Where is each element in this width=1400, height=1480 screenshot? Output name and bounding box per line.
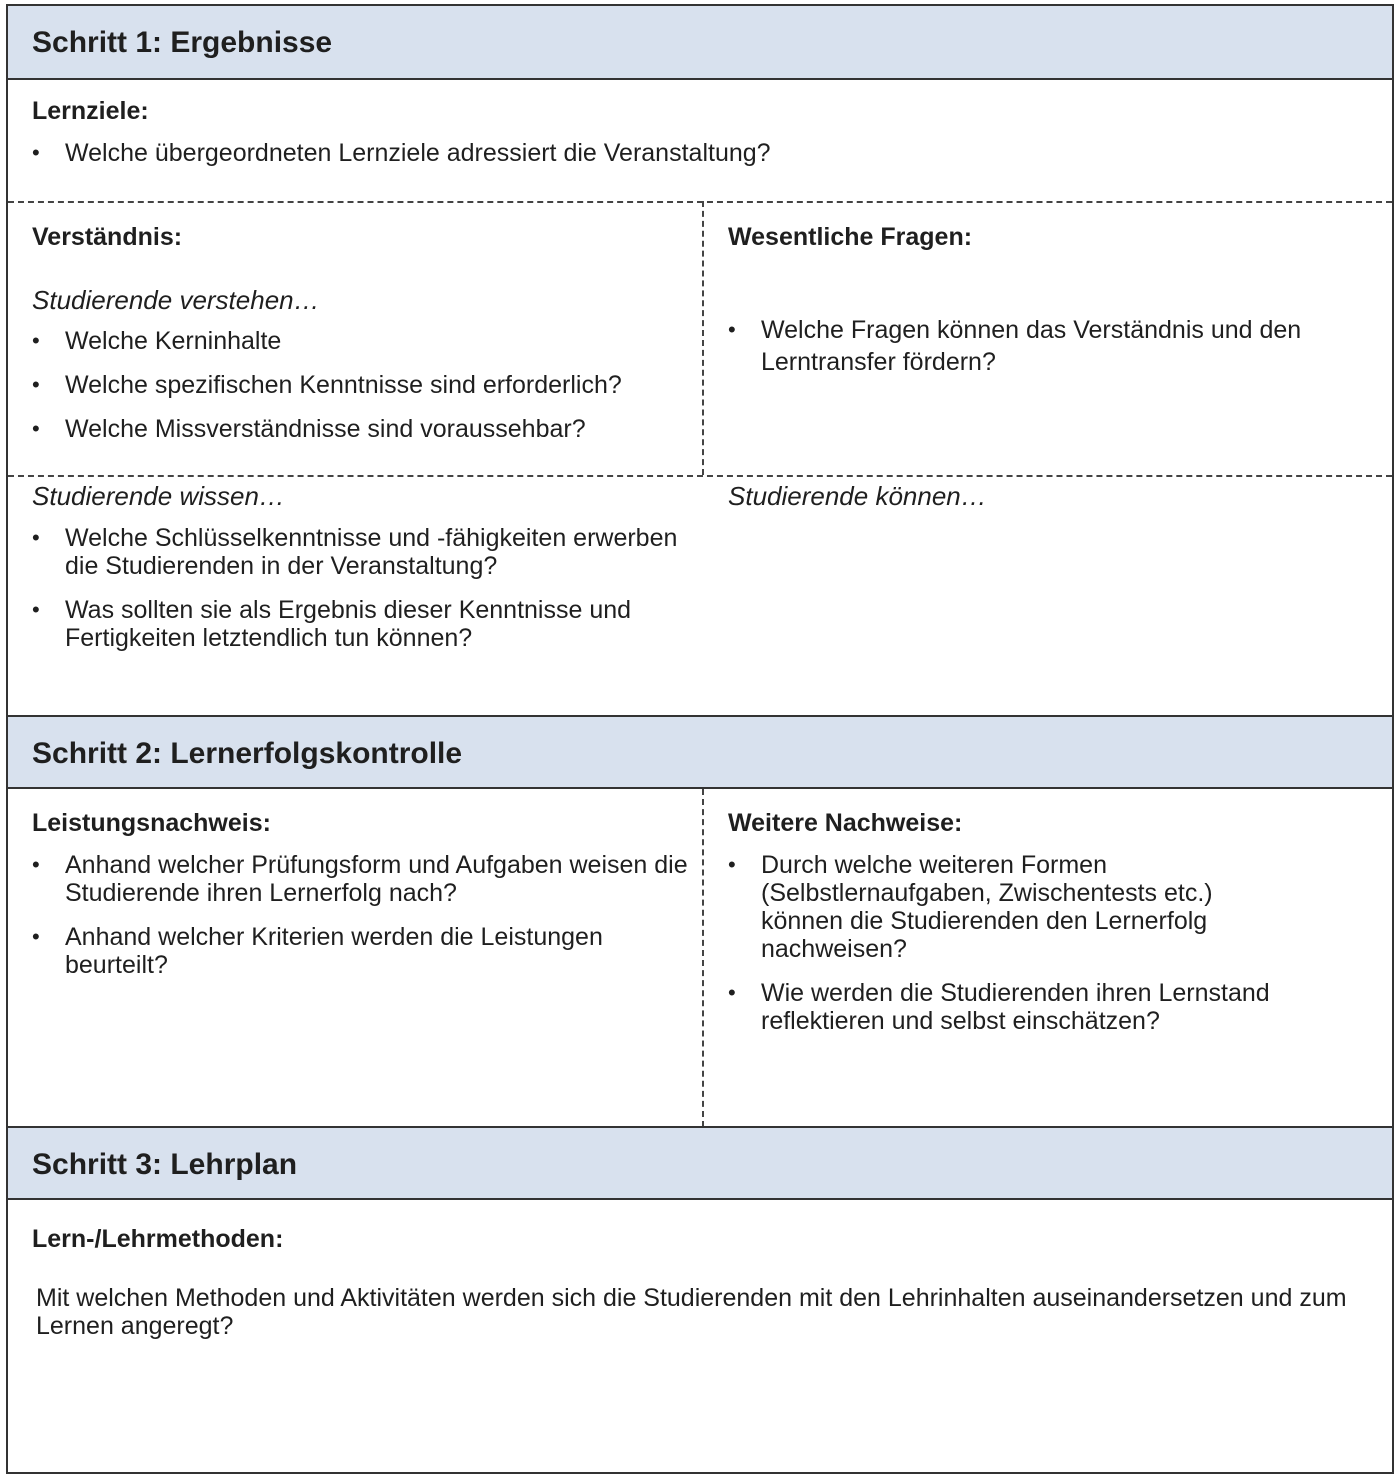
verstehen-list xyxy=(32,327,682,443)
weitere-label: Weitere Nachweise: xyxy=(728,809,963,837)
list-item: • Welche Missverständnisse sind voraussehbar? xyxy=(32,415,682,443)
list-item: • Welche spezifischen Kenntnisse sind erforderlich? xyxy=(32,371,682,399)
divider-dashed xyxy=(8,201,1392,203)
divider-dashed-vertical xyxy=(702,789,704,1127)
fragen-section xyxy=(728,222,1348,394)
weitere-section xyxy=(728,808,1298,1051)
list-item: • Welche übergeordneten Lernziele adressiert die Veranstaltung? xyxy=(32,139,1362,167)
leistung-label: Leistungsnachweis: xyxy=(32,809,271,837)
verstehen-intro: Studierende verstehen… xyxy=(32,285,320,315)
list-item: • Anhand welcher Kriterien werden die Leistungen beurteilt? xyxy=(32,923,692,979)
verstaendnis-label: Verständnis: xyxy=(32,223,183,251)
planning-template xyxy=(6,4,1394,1474)
verstaendnis-section xyxy=(32,222,682,459)
list-item: • Welche Kerninhalte xyxy=(32,327,682,355)
methoden-label: Lern-/Lehrmethoden: xyxy=(32,1225,284,1253)
wissen-intro: Studierende wissen… xyxy=(32,481,285,511)
list-item: • Anhand welcher Prüfungsform und Aufgaben weisen die Studierende ihren Lernerfolg nach? xyxy=(32,851,692,907)
methoden-text: Mit welchen Methoden und Aktivitäten werden sich die Studierenden mit den Lehrinhalten auseinandersetzen und zum Lernen angeregt? xyxy=(36,1284,1347,1340)
list-item: • Welche Fragen können das Verständnis und den Lerntransfer fördern? xyxy=(728,314,1348,378)
wissen-list xyxy=(32,524,682,652)
koennen-section xyxy=(728,481,1348,511)
list-item: • Welche Schlüsselkenntnisse und -fähigkeiten erwerben die Studierenden in der Veranstaltung? xyxy=(32,524,682,580)
list-item: • Durch welche weiteren Formen (Selbstlernaufgaben, Zwischentests etc.) können die Studierenden den Lernerfolg nachweisen? xyxy=(728,851,1298,963)
lernziele-list xyxy=(32,139,1362,167)
lernziele-section xyxy=(32,96,1362,183)
leistung-list xyxy=(32,851,692,979)
wissen-section xyxy=(32,481,682,668)
weitere-list xyxy=(728,851,1298,1035)
step3-header: Schritt 3: Lehrplan xyxy=(8,1126,1392,1200)
leistung-section xyxy=(32,808,692,995)
step2-header: Schritt 2: Lernerfolgskontrolle xyxy=(8,715,1392,789)
lernziele-label: Lernziele: xyxy=(32,97,149,125)
fragen-list xyxy=(728,314,1348,378)
methoden-section xyxy=(32,1224,1362,1340)
list-item: • Wie werden die Studierenden ihren Lernstand reflektieren und selbst einschätzen? xyxy=(728,979,1298,1035)
koennen-intro: Studierende können… xyxy=(728,481,987,511)
divider-dashed xyxy=(8,475,1392,477)
divider-dashed-vertical xyxy=(702,201,704,475)
list-item: • Was sollten sie als Ergebnis dieser Kenntnisse und Fertigkeiten letztendlich tun können? xyxy=(32,596,682,652)
step1-header: Schritt 1: Ergebnisse xyxy=(8,6,1392,80)
fragen-label: Wesentliche Fragen: xyxy=(728,223,973,251)
